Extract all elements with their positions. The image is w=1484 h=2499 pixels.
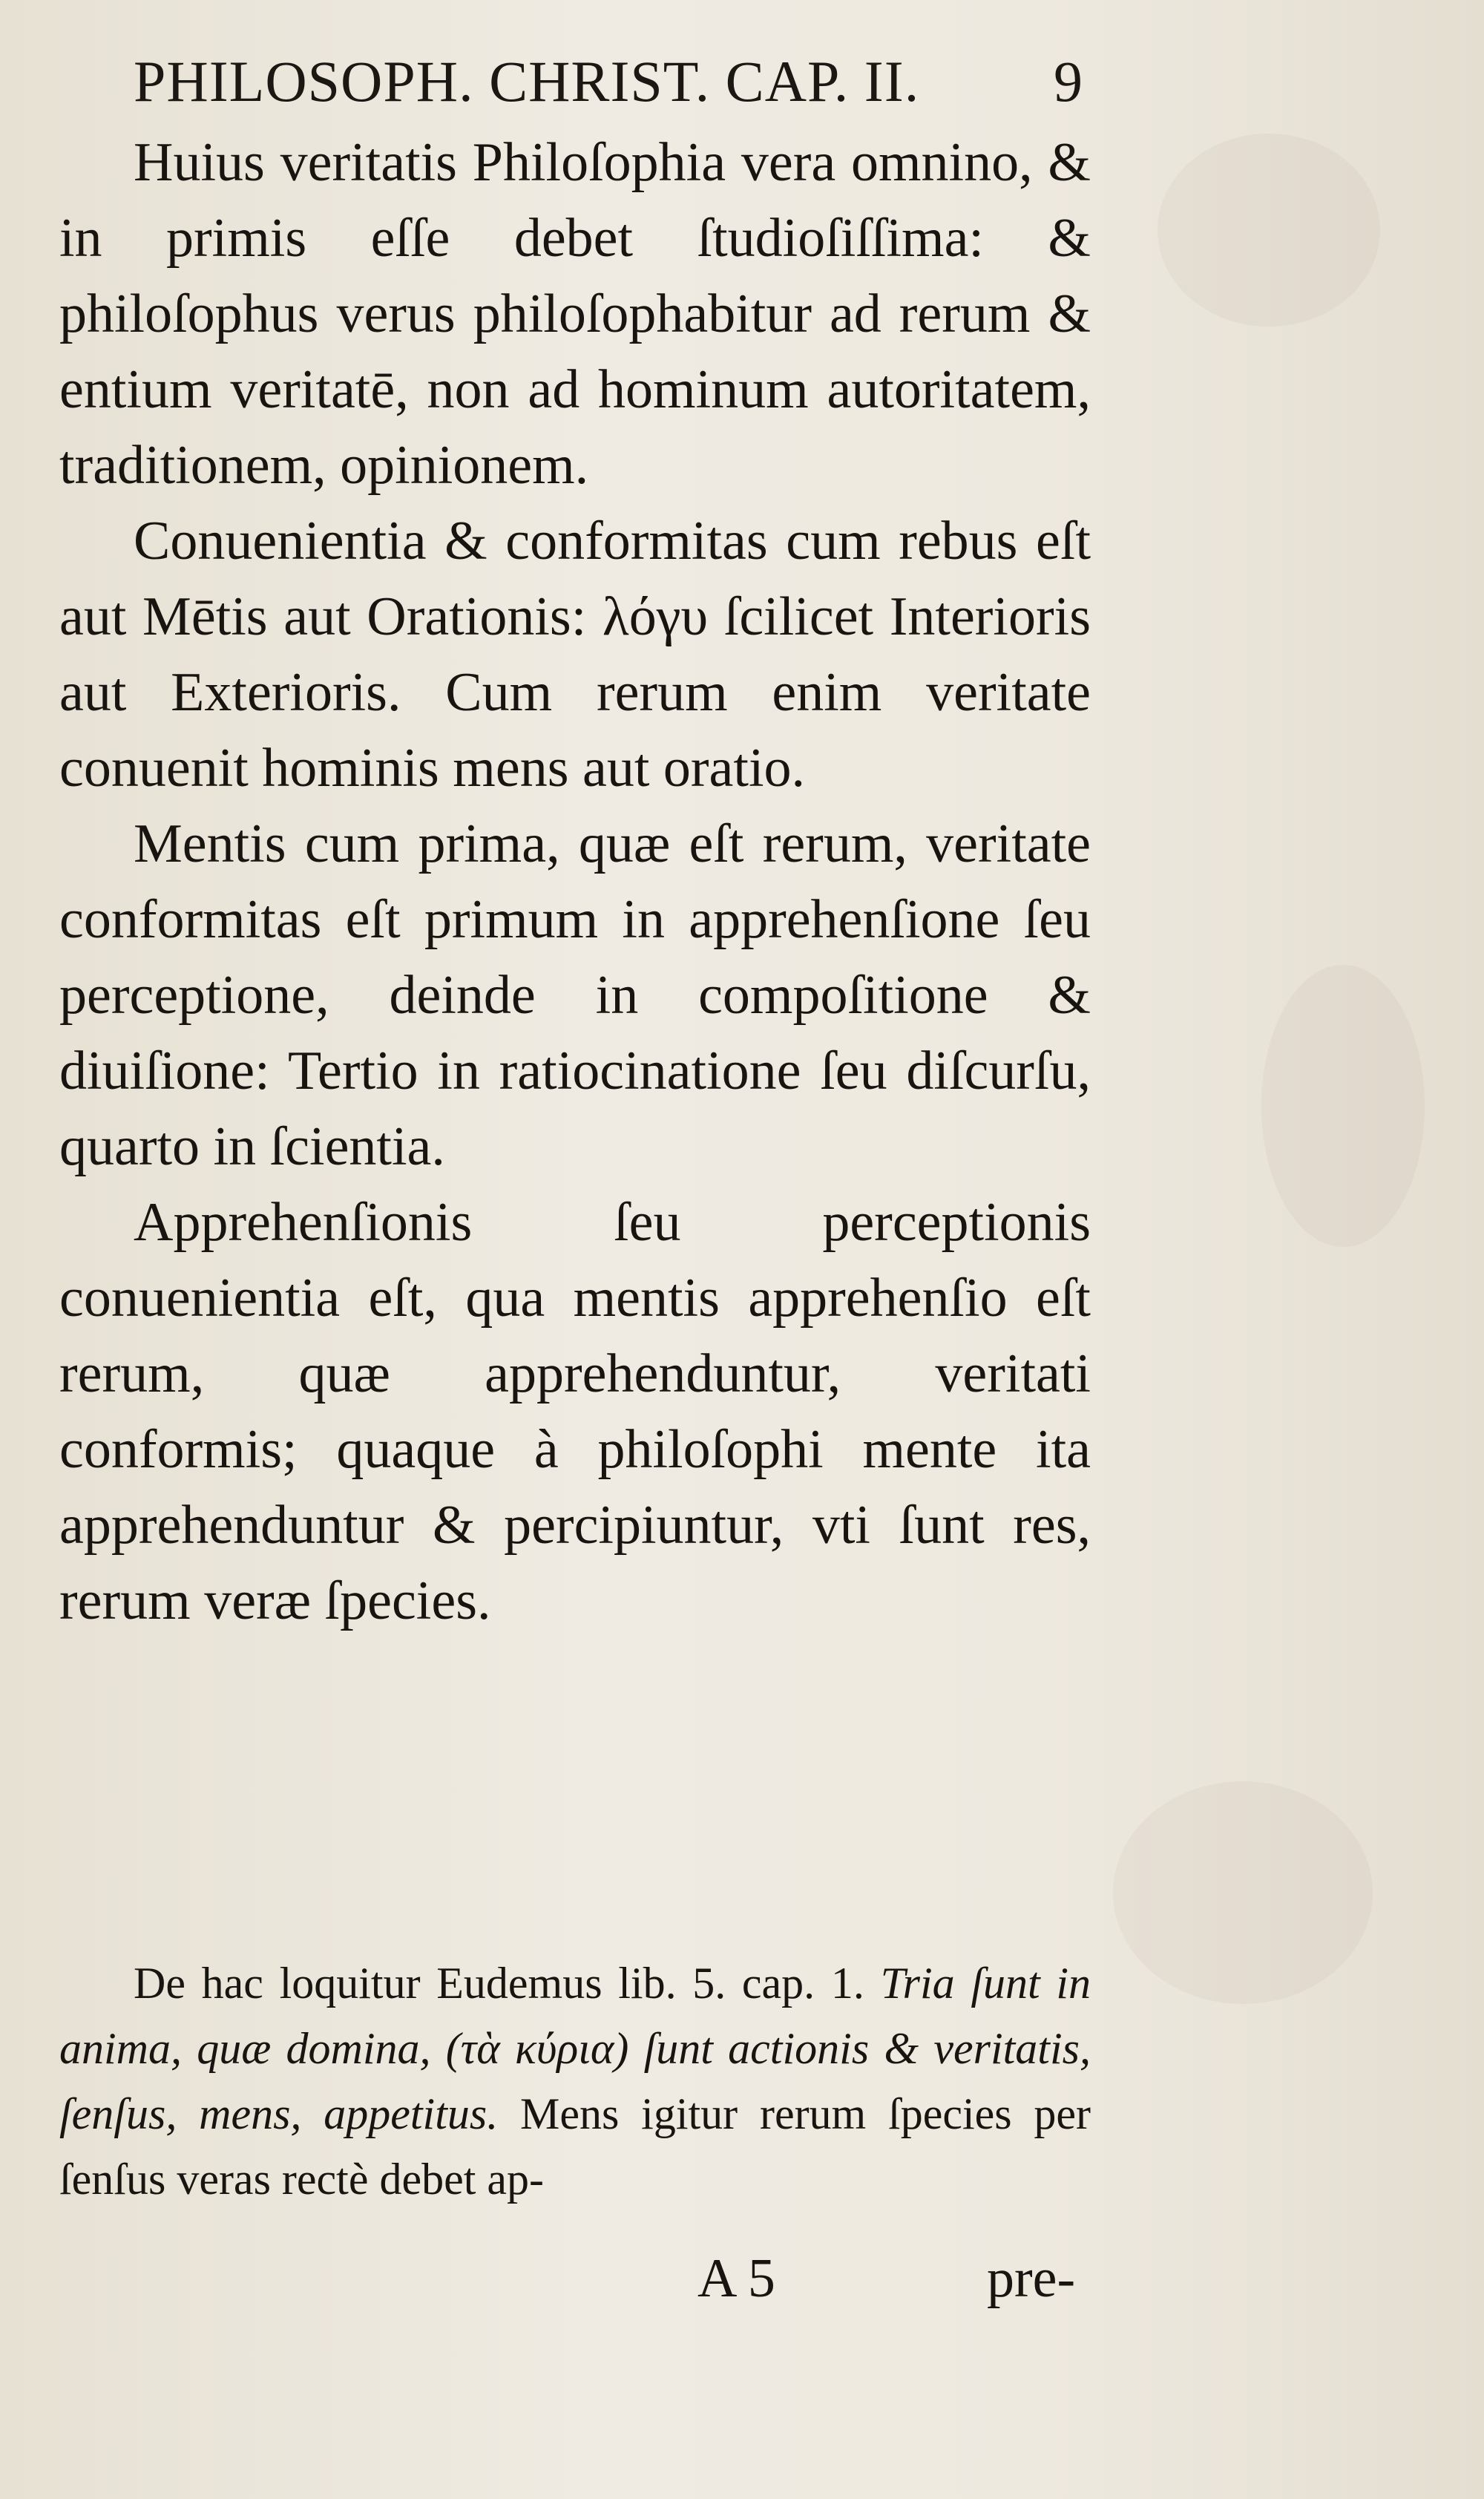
paragraph-text: Huius veritatis Philoſophia vera omnino, & in primis eſſe debet ſtudioſiſſima: & philoſophus verus philoſophabitur ad rerum & entium veritatē, non ad hominum autoritatem, traditionem, opinionem. bbox=[59, 132, 1091, 496]
annotation-tail: Mens igitur rerum ſpecies per ſenſus veras rectè debet ap- bbox=[59, 2089, 1091, 2204]
main-text bbox=[59, 125, 1091, 1639]
paragraph bbox=[59, 1185, 1091, 1639]
annotation-block bbox=[59, 1951, 1091, 2212]
paper-stain bbox=[1158, 134, 1380, 327]
annotation-quote: Tria ſunt in anima, quæ domina, (τὰ κύρια) ſunt actionis & veritatis, ſenſus, mens, appetitus. bbox=[59, 1959, 1091, 2138]
running-header bbox=[134, 37, 1083, 126]
annotation-paragraph bbox=[59, 1951, 1091, 2212]
paragraph bbox=[59, 503, 1091, 806]
annotation-lead: De hac loquitur Eudemus lib. 5. cap. 1. bbox=[134, 1959, 864, 2008]
signature-mark: A 5 bbox=[697, 2248, 775, 2309]
paper-stain bbox=[1261, 965, 1425, 1247]
page-number: 9 bbox=[1054, 49, 1083, 114]
paragraph bbox=[59, 125, 1091, 503]
paragraph-text: Mentis cum prima, quæ eſt rerum, veritate conformitas eſt primum in apprehenſione ſeu perceptione, deinde in compoſitione & diuiſione: Tertio in ratiocinatione ſeu diſcurſu, quarto in ſcientia. bbox=[59, 813, 1091, 1177]
paragraph-text: Conuenientia & conformitas cum rebus eſt aut Mētis aut Orationis: λόγυ ſcilicet Interioris aut Exterioris. Cum rerum enim veritate conuenit hominis mens aut oratio. bbox=[59, 511, 1091, 799]
paragraph-text: Apprehenſionis ſeu perceptionis conuenientia eſt, qua mentis apprehenſio eſt rerum, quæ apprehenduntur, veritati conformis; quaque à philoſophi mente ita apprehenduntur & percipiuntur, vti ſunt res, rerum veræ ſpecies. bbox=[59, 1192, 1091, 1631]
catchword: pre- bbox=[987, 2248, 1076, 2309]
running-title: PHILOSOPH. CHRIST. CAP. II. bbox=[134, 49, 920, 114]
paper-stain bbox=[1113, 1781, 1373, 2004]
paragraph bbox=[59, 806, 1091, 1185]
